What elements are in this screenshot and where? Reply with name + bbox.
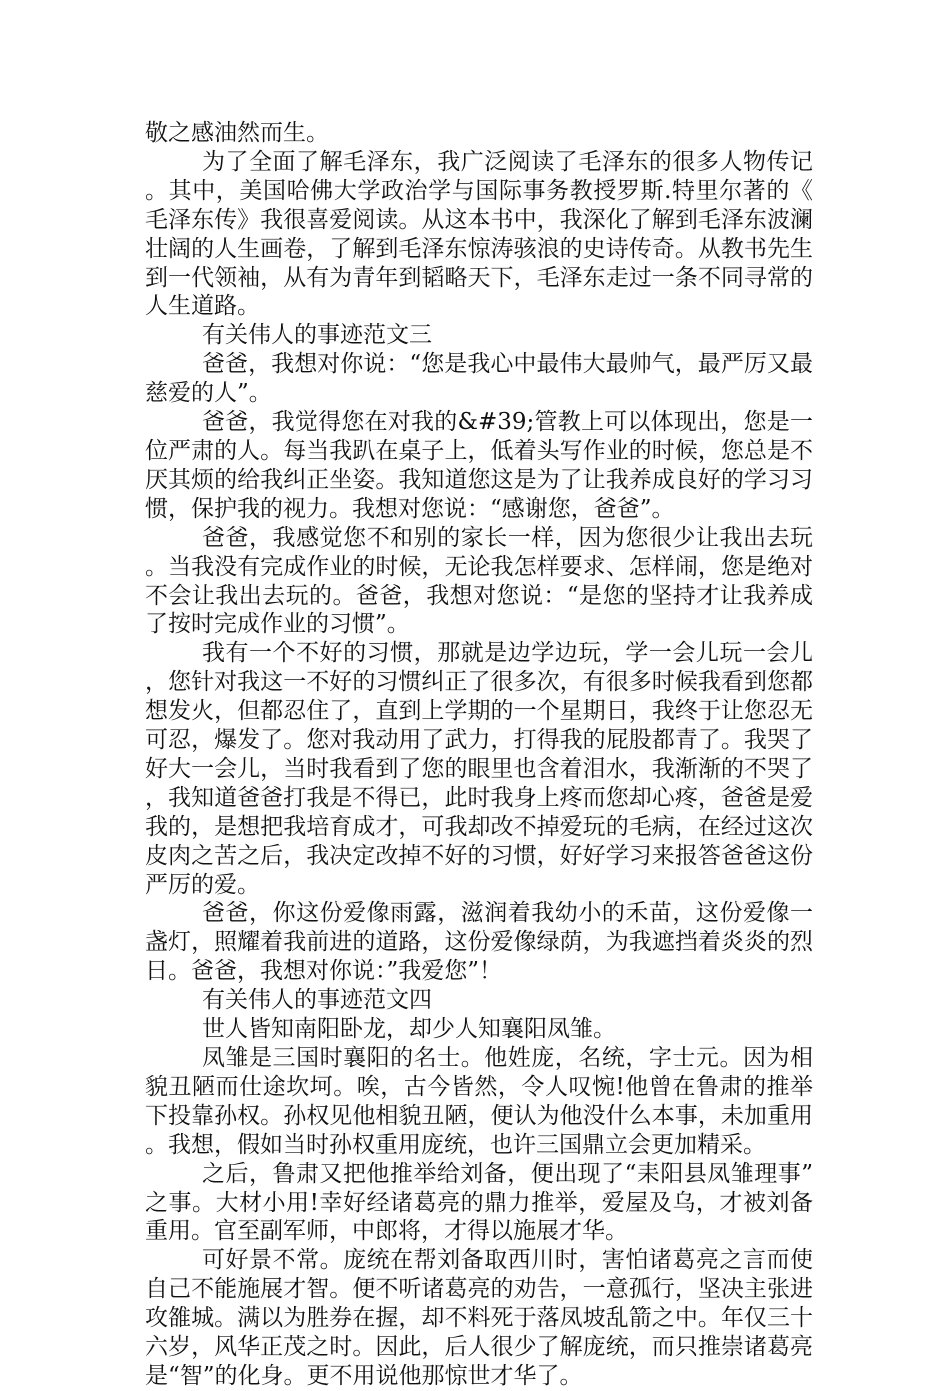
paragraph: 敬之感油然而生。 — [145, 120, 329, 146]
document-body — [145, 119, 813, 1391]
section-heading: 有关伟人的事迹范文四 — [202, 987, 432, 1014]
paragraph: 凤雏是三国时襄阳的名士。他姓庞，名统，字士元。因为相貌丑陋而仕途坎坷。唉，古今皆然，令人叹惋!他曾在鲁肃的推举下投靠孙权。孙权见他相貌丑陋，便认为他没什么本事，未加重用。我想，假如当时孙权重用庞统，也许三国鼎立会更加精采。 — [145, 1045, 813, 1158]
paragraph: 我有一个不好的习惯，那就是边学边玩，学一会儿玩一会儿，您针对我这一不好的习惯纠正了很多次，有很多时候我看到您都想发火，但都忍住了，直到上学期的一个星期日，我终于让您忍无可忍，爆发了。您对我动用了武力，打得我的屁股都青了。我哭了好大一会儿，当时我看到了您的眼里也含着泪水，我渐渐的不哭了，我知道爸爸打我是不得已，此时我身上疼而您却心疼，爸爸是爱我的，是想把我培育成才，可我却改不掉爱玩的毛病，在经过这次皮肉之苦之后，我决定改掉不好的习惯，好好学习来报答爸爸这份严厉的爱。 — [145, 640, 813, 898]
paragraph: 世人皆知南阳卧龙，却少人知襄阳凤雏。 — [202, 1016, 616, 1043]
paragraph: 爸爸，我想对你说：“您是我心中最伟大最帅气，最严厉又最慈爱的人”。 — [145, 351, 813, 407]
paragraph: 为了全面了解毛泽东，我广泛阅读了毛泽东的很多人物传记。其中，美国哈佛大学政治学与国际事务教授罗斯.特里尔著的《毛泽东传》我很喜爱阅读。从这本书中，我深化了解到毛泽东波澜壮阔的人生画卷，了解到毛泽东惊涛骇浪的史诗传奇。从教书先生到一代领袖，从有为青年到韬略天下，毛泽东走过一条不同寻常的人生道路。 — [145, 148, 813, 320]
paragraph: 可好景不常。庞统在帮刘备取西川时，害怕诸葛亮之言而使自己不能施展才智。便不听诸葛亮的劝告，一意孤行，坚决主张进攻雒城。满以为胜券在握，却不料死于落凤坡乱箭之中。年仅三十六岁，风华正茂之时。因此，后人很少了解庞统，而只推崇诸葛亮是“智”的化身。更不用说他那惊世才华了。 — [145, 1247, 813, 1389]
paragraph: 爸爸，我感觉您不和别的家长一样，因为您很少让我出去玩。当我没有完成作业的时候，无论我怎样要求、怎样闹，您是绝对不会让我出去玩的。爸爸，我想对您说：“是您的坚持才让我养成了按时完成作业的习惯”。 — [145, 524, 813, 638]
section-heading: 有关伟人的事迹范文三 — [202, 322, 432, 349]
paragraph: 爸爸，我觉得您在对我的&#39;管教上可以体现出，您是一位严肃的人。每当我趴在桌子上，低着头写作业的时候，您总是不厌其烦的给我纠正坐姿。我知道您这是为了让我养成良好的学习习惯，保护我的视力。我想对您说：“感谢您，爸爸”。 — [145, 409, 813, 522]
paragraph: 爸爸，你这份爱像雨露，滋润着我幼小的禾苗，这份爱像一盏灯，照耀着我前进的道路，这份爱像绿荫，为我遮挡着炎炎的烈日。爸爸，我想对你说：”我爱您”！ — [145, 900, 813, 985]
paragraph: 之后，鲁肃又把他推举给刘备，便出现了“耒阳县凤雏理事”之事。大材小用!幸好经诸葛亮的鼎力推举，爱屋及乌，才被刘备重用。官至副军师，中郎将，才得以施展才华。 — [145, 1160, 813, 1245]
